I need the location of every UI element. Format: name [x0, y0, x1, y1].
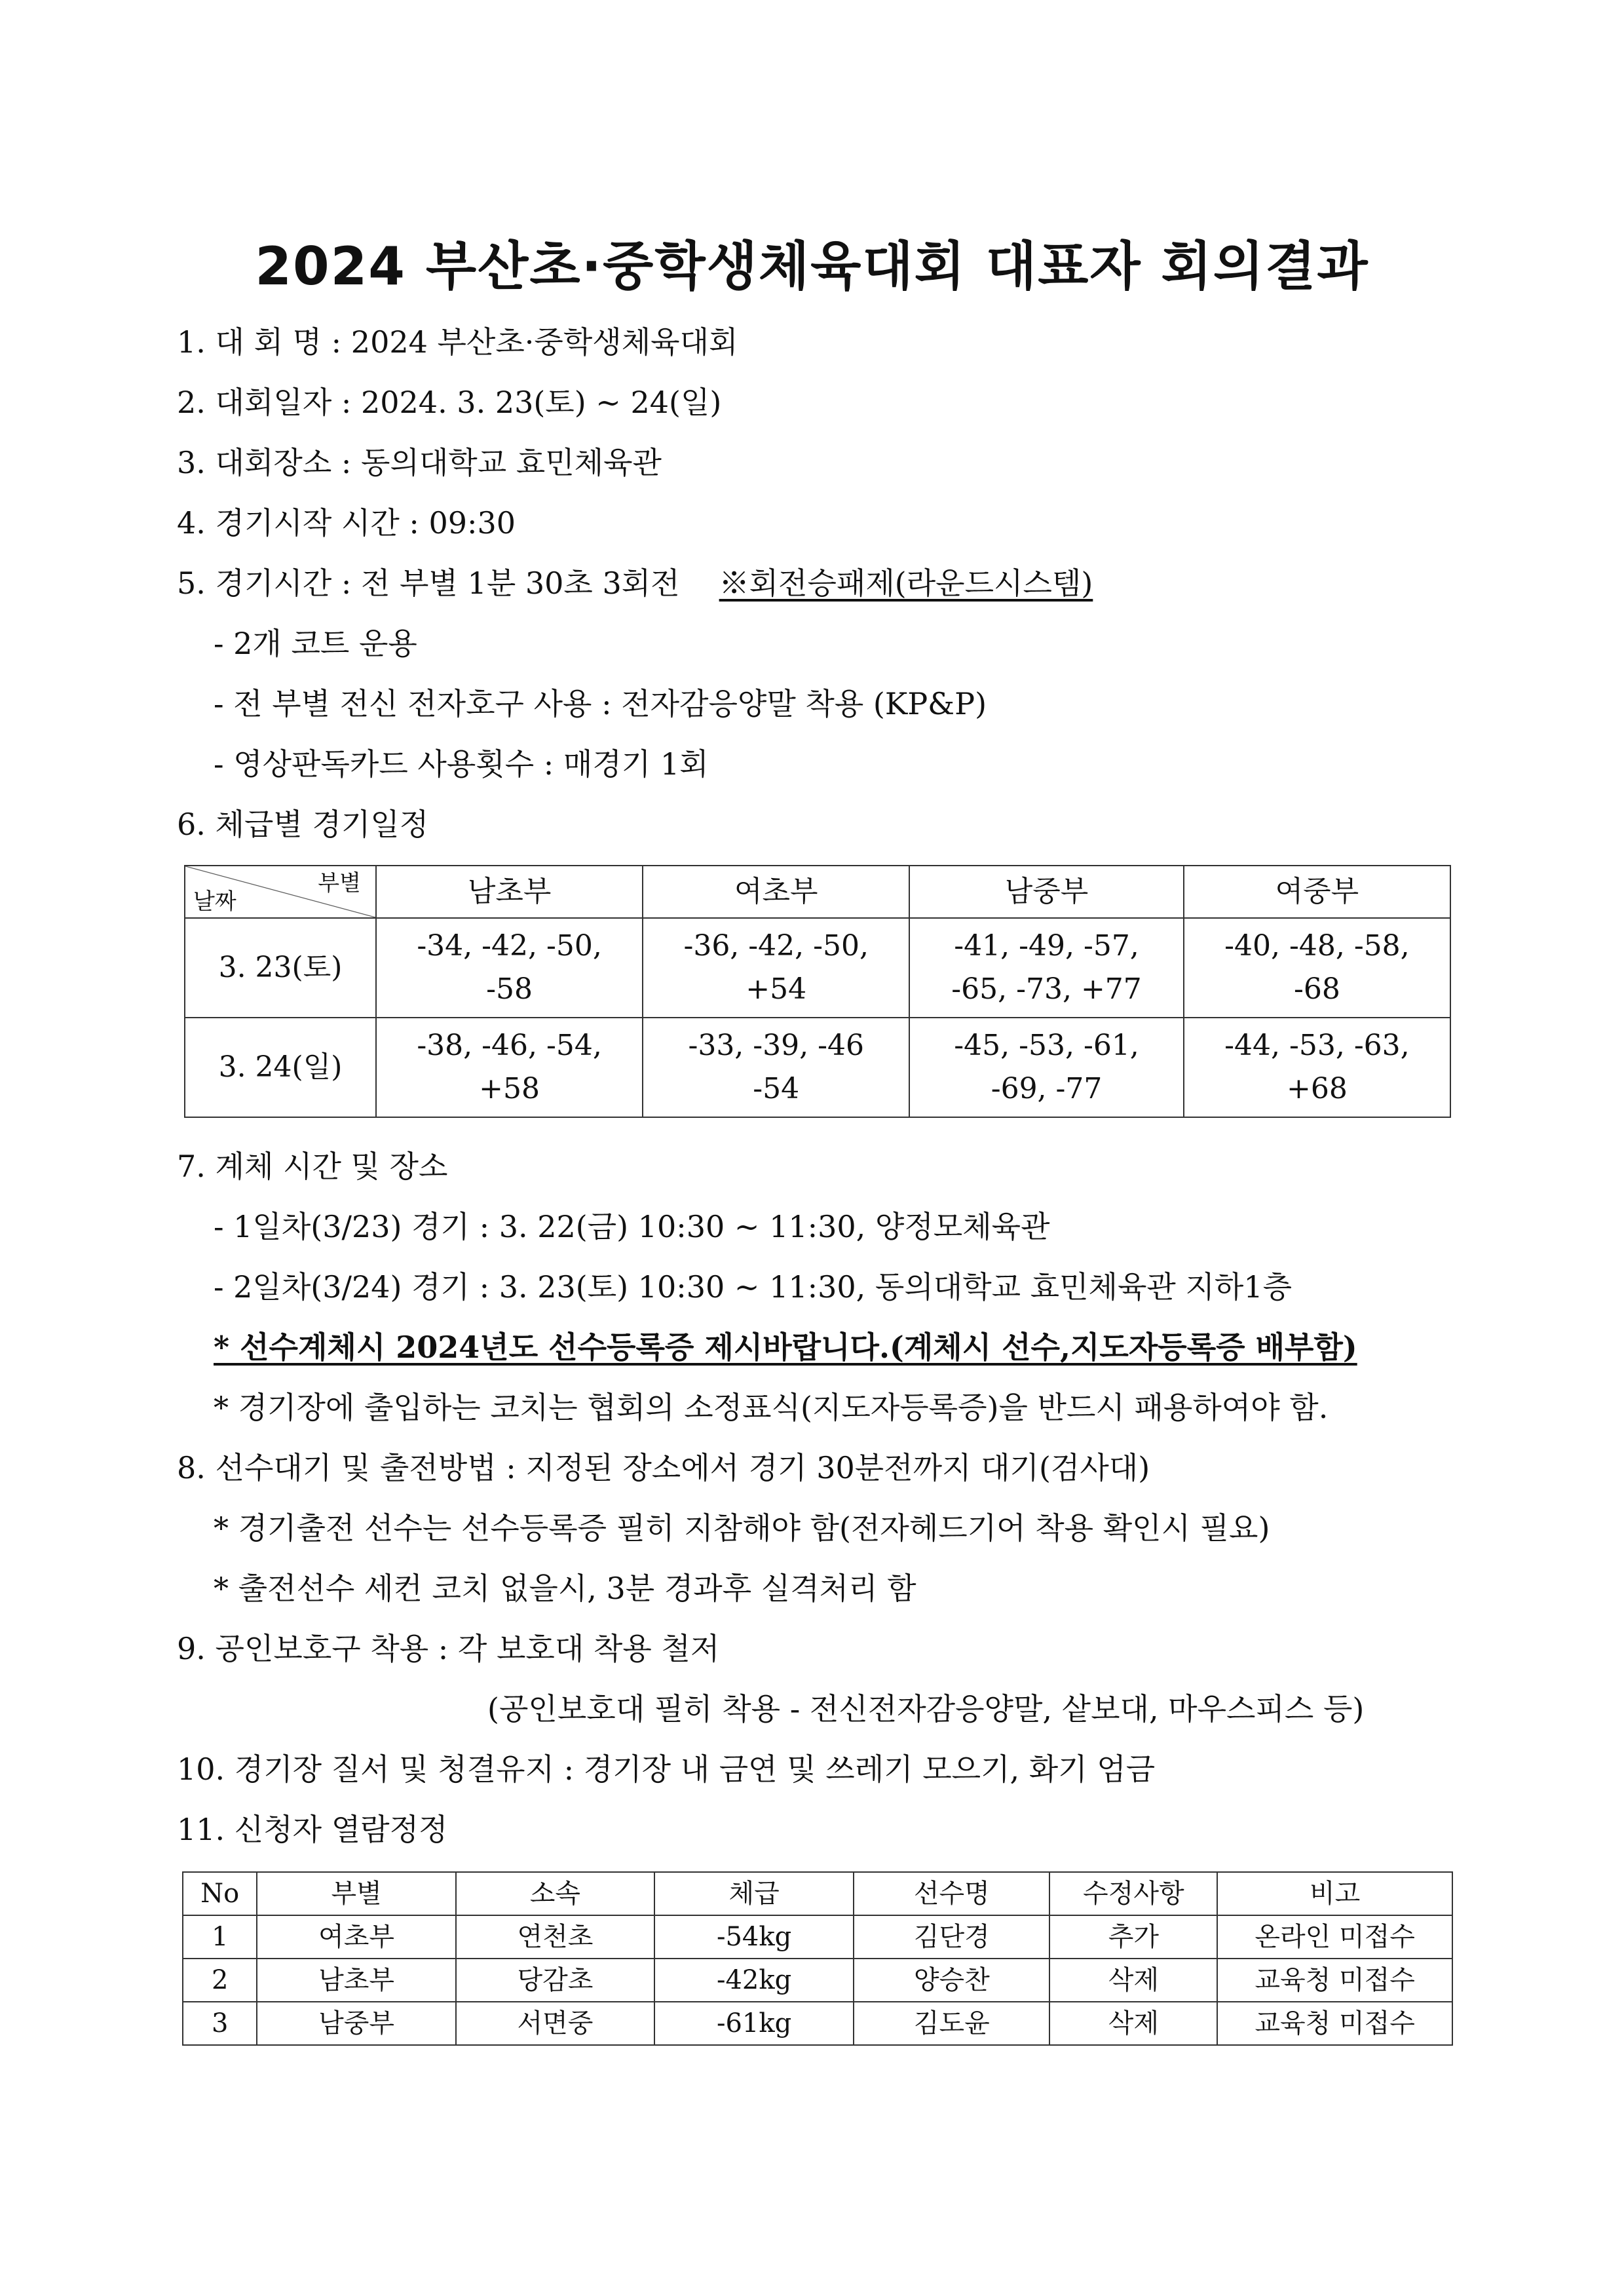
- weight-line: -69, -77: [991, 1072, 1103, 1105]
- schedule-row: [185, 918, 1450, 1018]
- table-cell: 2: [183, 1959, 257, 2002]
- weight-line: -58: [486, 972, 533, 1006]
- table-cell: 1: [183, 1915, 257, 1959]
- weight-line: -41, -49, -57,: [954, 929, 1139, 963]
- table-cell: 연천초: [456, 1915, 654, 1959]
- division-header: 여초부: [643, 866, 909, 918]
- table-cell: 삭제: [1049, 2002, 1217, 2045]
- item-armor-note: - 전 부별 전신 전자호구 사용 : 전자감응양말 착용 (KP&P): [214, 686, 987, 721]
- weight-classes-cell: [1184, 918, 1450, 1018]
- item-standby-method: 8. 선수대기 및 출전방법 : 지정된 장소에서 경기 30분전까지 대기(검사대): [177, 1450, 1150, 1485]
- weight-line: -40, -48, -58,: [1224, 929, 1410, 963]
- table-cell: 남초부: [257, 1959, 455, 2002]
- item-schedule-heading: 6. 체급별 경기일정: [177, 807, 429, 842]
- item-weigh-in-day1: - 1일차(3/23) 경기 : 3. 22(금) 10:30 ~ 11:30, 양정모체육관: [214, 1209, 1050, 1244]
- col-header-no: No: [183, 1872, 257, 1915]
- table-cell: 교육청 미접수: [1217, 2002, 1452, 2045]
- match-time-text: 5. 경기시간 : 전 부별 1분 30초 3회전: [177, 565, 680, 601]
- item-venue-order: 10. 경기장 질서 및 청결유지 : 경기장 내 금연 및 쓰레기 모으기, 화기 엄금: [177, 1751, 1156, 1787]
- schedule-header-row: [185, 866, 1450, 918]
- weight-classes-cell: [643, 918, 909, 1018]
- table-cell: 여초부: [257, 1915, 455, 1959]
- item-event-date: 2. 대회일자 : 2024. 3. 23(토) ~ 24(일): [177, 385, 722, 420]
- corner-date-label: 날짜: [193, 889, 236, 915]
- table-cell: 추가: [1049, 1915, 1217, 1959]
- weight-classes-cell: [909, 1018, 1184, 1117]
- col-header-change: 수정사항: [1049, 1872, 1217, 1915]
- correction-header-row: [183, 1872, 1452, 1915]
- division-header: 남중부: [909, 866, 1184, 918]
- item-video-card-note: - 영상판독카드 사용횟수 : 매경기 1회: [214, 746, 709, 782]
- table-cell: 3: [183, 2002, 257, 2045]
- weight-line: -45, -53, -61,: [954, 1029, 1139, 1062]
- col-header-remarks: 비고: [1217, 1872, 1452, 1915]
- table-cell: -61kg: [654, 2002, 854, 2045]
- weight-line: -68: [1293, 972, 1340, 1006]
- table-cell: 남중부: [257, 2002, 455, 2045]
- weight-line: -36, -42, -50,: [683, 929, 869, 963]
- schedule-row: [185, 1018, 1450, 1117]
- item-match-time: [177, 565, 1093, 602]
- table-row: [183, 1915, 1452, 1959]
- weight-line: -54: [753, 1072, 800, 1105]
- item-protective-gear: 9. 공인보호구 착용 : 각 보호대 착용 철저: [177, 1631, 720, 1666]
- table-cell: 김단경: [854, 1915, 1049, 1959]
- weight-line: +54: [746, 972, 807, 1006]
- schedule-date: 3. 23(토): [185, 918, 376, 1018]
- weight-line: +58: [479, 1072, 540, 1105]
- table-row: [183, 2002, 1452, 2045]
- weight-line: -65, -73, +77: [951, 972, 1142, 1006]
- item-protective-gear-detail: (공인보호대 필히 착용 - 전신전자감응양말, 샅보대, 마우스피스 등): [487, 1691, 1365, 1727]
- item-venue: 3. 대회장소 : 동의대학교 효민체육관: [177, 445, 662, 480]
- col-header-division: 부별: [257, 1872, 455, 1915]
- item-event-name: 1. 대 회 명 : 2024 부산초·중학생체육대회: [177, 324, 738, 360]
- division-header: 여중부: [1184, 866, 1450, 918]
- schedule-corner-cell: [185, 866, 376, 918]
- table-cell: 당감초: [456, 1959, 654, 2002]
- item-coach-badge-notice: * 경기장에 출입하는 코치는 협회의 소정표식(지도자등록증)을 반드시 패용하여야 함.: [214, 1390, 1329, 1425]
- division-header: 남초부: [376, 866, 643, 918]
- weight-classes-cell: [643, 1018, 909, 1117]
- item-court-note: - 2개 코트 운용: [214, 626, 417, 661]
- weight-line: -44, -53, -63,: [1224, 1029, 1410, 1062]
- weight-classes-cell: [909, 918, 1184, 1018]
- item-registration-notice: * 선수계체시 2024년도 선수등록증 제시바랍니다.(계체시 선수,지도자등록증 배부함): [214, 1330, 1357, 1365]
- page-title: 2024 부산초·중학생체육대회 대표자 회의결과: [255, 235, 1369, 297]
- col-header-school: 소속: [456, 1872, 654, 1915]
- col-header-weight: 체급: [654, 1872, 854, 1915]
- weight-line: -33, -39, -46: [688, 1029, 864, 1062]
- item-start-time: 4. 경기시작 시간 : 09:30: [177, 505, 516, 541]
- item-second-coach-notice: * 출전선수 세컨 코치 없을시, 3분 경과후 실격처리 함: [214, 1571, 916, 1606]
- weight-classes-cell: [376, 918, 643, 1018]
- item-athlete-card-notice: * 경기출전 선수는 선수등록증 필히 지참해야 함(전자헤드기어 착용 확인시 필요): [214, 1510, 1270, 1546]
- weight-line: -38, -46, -54,: [417, 1029, 602, 1062]
- weight-line: -34, -42, -50,: [417, 929, 602, 963]
- weight-line: +68: [1286, 1072, 1348, 1105]
- table-cell: 삭제: [1049, 1959, 1217, 2002]
- table-cell: -42kg: [654, 1959, 854, 2002]
- schedule-date: 3. 24(일): [185, 1018, 376, 1117]
- item-weigh-in-day2: - 2일차(3/24) 경기 : 3. 23(토) 10:30 ~ 11:30, 동의대학교 효민체육관 지하1층: [214, 1269, 1293, 1305]
- corner-division-label: 부별: [318, 870, 361, 896]
- table-cell: 김도윤: [854, 2002, 1049, 2045]
- weight-class-schedule-table: [184, 865, 1451, 1118]
- weight-classes-cell: [1184, 1018, 1450, 1117]
- table-cell: 양승찬: [854, 1959, 1049, 2002]
- round-system-note: ※회전승패제(라운드시스템): [719, 565, 1093, 601]
- item-weigh-in-heading: 7. 계체 시간 및 장소: [177, 1149, 448, 1184]
- table-cell: 서면중: [456, 2002, 654, 2045]
- table-cell: -54kg: [654, 1915, 854, 1959]
- item-applicant-review: 11. 신청자 열람정정: [177, 1812, 448, 1847]
- table-cell: 온라인 미접수: [1217, 1915, 1452, 1959]
- table-cell: 교육청 미접수: [1217, 1959, 1452, 2002]
- table-row: [183, 1959, 1452, 2002]
- weight-classes-cell: [376, 1018, 643, 1117]
- col-header-athlete: 선수명: [854, 1872, 1049, 1915]
- applicant-correction-table: [182, 1871, 1453, 2046]
